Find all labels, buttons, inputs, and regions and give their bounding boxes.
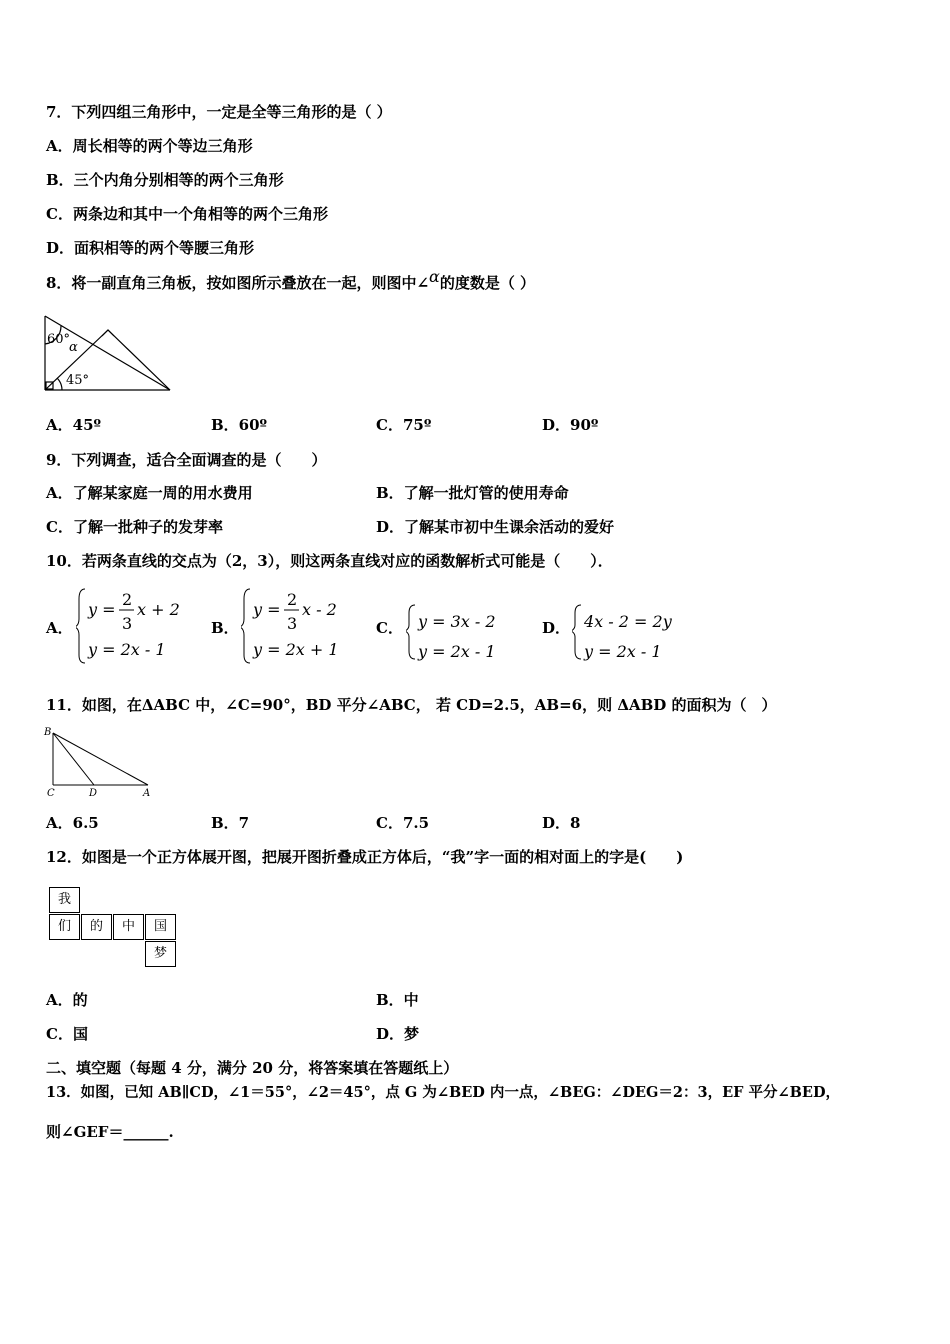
- q7-option-a: A．周长相等的两个等边三角形: [46, 137, 253, 155]
- q10-d-eq2: y = 2x - 1: [584, 642, 662, 661]
- q10-b-eq1-pre: y =: [253, 600, 281, 619]
- q11-option-b: B．7: [211, 814, 250, 832]
- q7-option-c: C．两条边和其中一个角相等的两个三角形: [46, 205, 328, 223]
- q8-fig-angle60: 60°: [47, 332, 71, 347]
- q10-option-c-letter: C．: [376, 619, 403, 637]
- q11-fig-label-b: B: [44, 727, 52, 738]
- q9-option-d: D．了解某市初中生课余活动的爱好: [376, 518, 615, 536]
- q11-option-d: D．8: [542, 814, 581, 832]
- q11-option-a: A．6.5: [46, 814, 99, 832]
- q10-b-eq1-den: 3: [287, 614, 298, 633]
- q9-option-b: B．了解一批灯管的使用寿命: [376, 484, 569, 502]
- q11-stem: 11．如图，在ΔABC 中，∠C=90°，BD 平分∠ABC， 若 CD=2.5，AB=6，则 ΔABD 的面积为（ ）: [46, 696, 777, 714]
- q8-stem-post: 的度数是（ ）: [439, 274, 536, 292]
- q7-option-d: D．面积相等的两个等腰三角形: [46, 239, 255, 257]
- q8-fig-alpha: α: [69, 340, 78, 355]
- q11-fig-label-c: C: [47, 788, 55, 799]
- q8-option-b: B．60º: [211, 416, 268, 434]
- q11-triangle-figure: [42, 724, 157, 800]
- net-cell-wo: 我: [49, 887, 80, 913]
- q10-a-eq2: y = 2x - 1: [88, 640, 166, 659]
- q10-b-eq2: y = 2x + 1: [253, 640, 339, 659]
- q8-option-c: C．75º: [376, 416, 432, 434]
- q8-stem: [46, 267, 536, 293]
- net-cell-zhong: 中: [113, 914, 144, 940]
- q10-option-a-letter: A．: [46, 619, 73, 637]
- q13-stem: 13．如图，已知 AB∥CD，∠1＝55°，∠2＝45°，点 G 为∠BED 内一点，∠BEG：∠DEG＝2：3，EF 平分∠BED，: [46, 1084, 841, 1101]
- q8-triangle-figure: [42, 312, 177, 394]
- section-2-heading: 二、填空题（每题 4 分，满分 20 分，将答案填在答题纸上）: [46, 1059, 459, 1077]
- q10-stem: 10．若两条直线的交点为（2，3），则这两条直线对应的函数解析式可能是（ ）．: [46, 552, 613, 570]
- q10-option-a-system: [76, 587, 206, 667]
- q12-option-b: B．中: [376, 991, 419, 1009]
- q9-option-a: A．了解某家庭一周的用水费用: [46, 484, 253, 502]
- net-cell-guo: 国: [145, 914, 176, 940]
- q11-option-c: C．7.5: [376, 814, 430, 832]
- q12-option-a: A．的: [46, 991, 88, 1009]
- q10-a-eq1-post: x + 2: [137, 600, 180, 619]
- q10-option-b-system: [241, 587, 371, 667]
- q10-d-eq1: 4x - 2 = 2y: [584, 612, 672, 631]
- q12-option-d: D．梦: [376, 1025, 420, 1043]
- net-cell-de: 的: [81, 914, 112, 940]
- q8-option-d: D．90º: [542, 416, 599, 434]
- q10-option-d-letter: D．: [542, 619, 571, 637]
- q7-stem: 7．下列四组三角形中，一定是全等三角形的是（ ）: [46, 103, 392, 121]
- q10-option-b-letter: B．: [211, 619, 239, 637]
- q11-fig-label-a: A: [143, 788, 151, 799]
- q8-stem-alpha: α: [429, 267, 440, 286]
- q8-fig-angle45: 45°: [66, 373, 90, 388]
- q11-fig-label-d: D: [89, 788, 98, 799]
- q10-option-d-system: [572, 593, 712, 663]
- q10-option-c-system: [406, 593, 536, 663]
- q12-stem: 12．如图是一个正方体展开图，把展开图折叠成正方体后，“我”字一面的相对面上的字是( ): [46, 848, 684, 866]
- q8-stem-pre: 8．将一副直角三角板，按如图所示叠放在一起，则图中∠: [46, 274, 430, 292]
- net-cell-meng: 梦: [145, 941, 176, 967]
- q12-option-c: C．国: [46, 1025, 88, 1043]
- q9-stem: 9．下列调查，适合全面调查的是（ ）: [46, 451, 327, 469]
- q9-option-c: C．了解一批种子的发芽率: [46, 518, 223, 536]
- q10-a-eq1-pre: y =: [88, 600, 116, 619]
- q7-option-b: B．三个内角分别相等的两个三角形: [46, 171, 284, 189]
- q10-a-eq1-num: 2: [122, 590, 133, 609]
- net-cell-men: 们: [49, 914, 80, 940]
- q10-b-eq1-num: 2: [287, 590, 298, 609]
- q13-stem-line2: 则∠GEF＝______.: [46, 1123, 174, 1141]
- q10-a-eq1-den: 3: [122, 614, 133, 633]
- q10-b-eq1-post: x - 2: [302, 600, 337, 619]
- q10-c-eq2: y = 2x - 1: [418, 642, 496, 661]
- q8-option-a: A．45º: [46, 416, 102, 434]
- q10-c-eq1: y = 3x - 2: [418, 612, 496, 631]
